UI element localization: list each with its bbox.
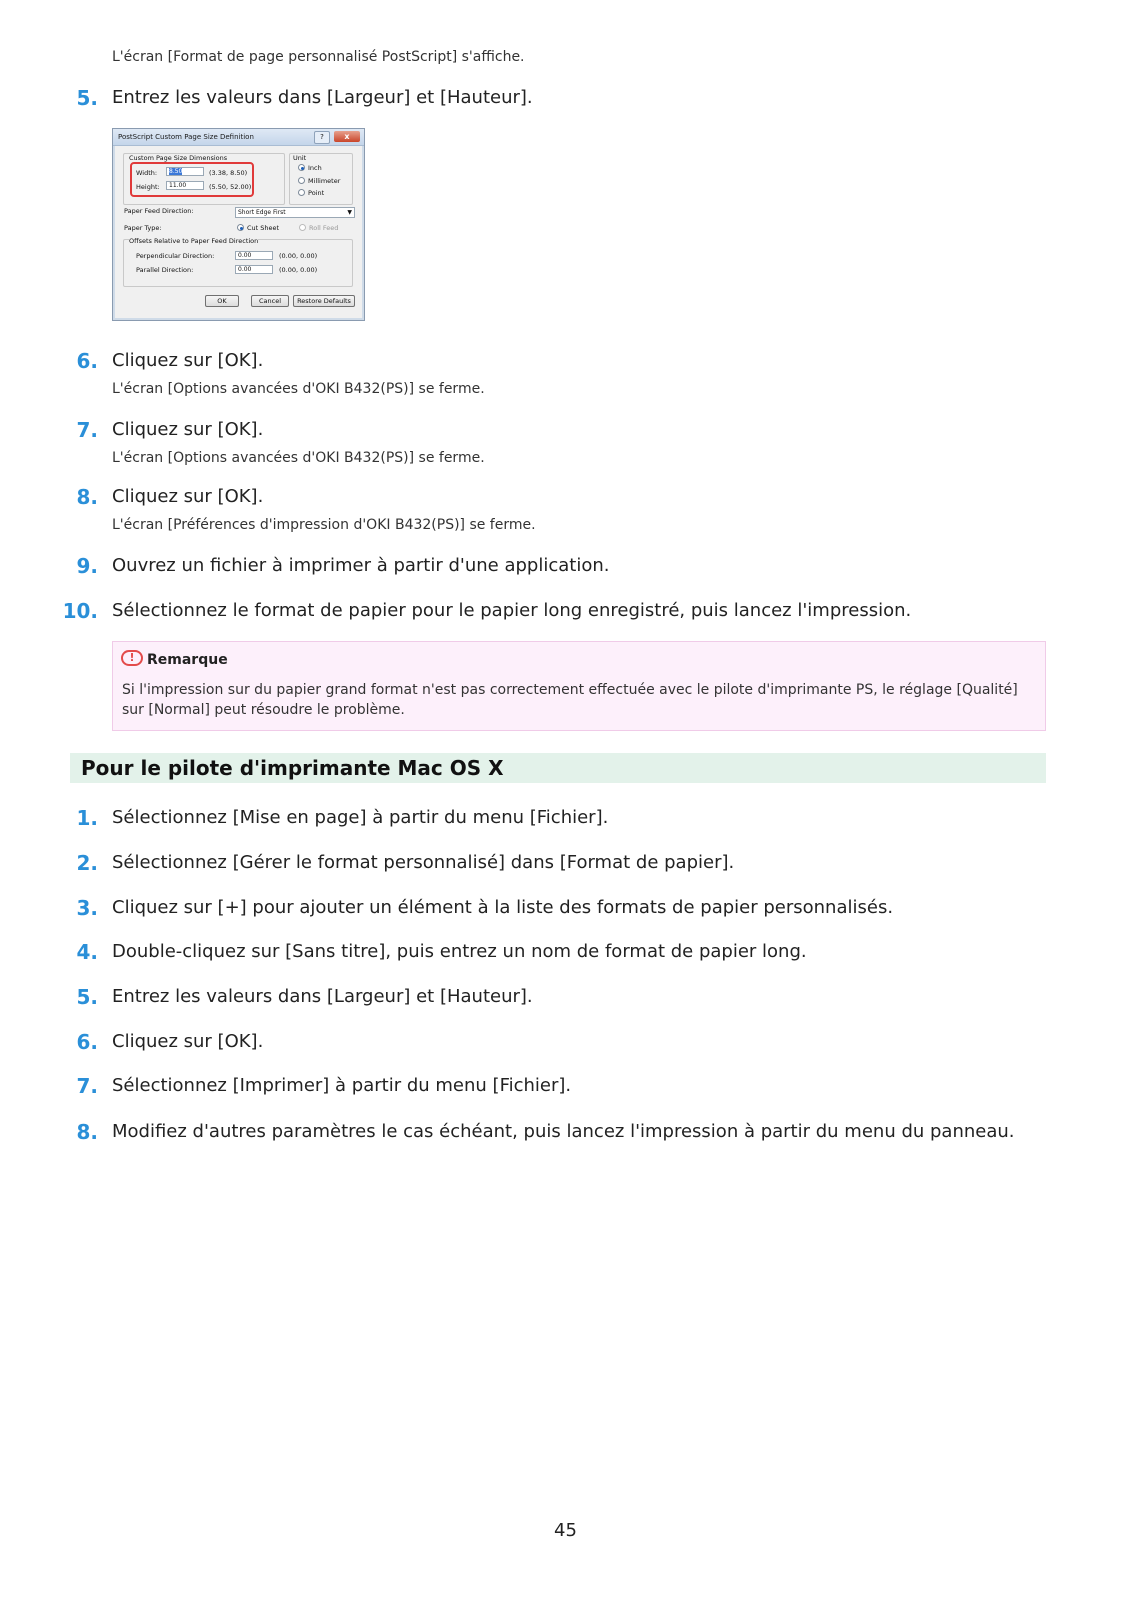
step-5 [60,86,1070,116]
width-range: (3.38, 8.50) [209,169,248,177]
step-number: 7. [76,1074,98,1098]
parallel-label: Parallel Direction: [136,266,194,274]
step-text: Sélectionnez le format de papier pour le papier long enregistré, puis lancez l'impression. [112,600,912,621]
step-7 [60,418,1070,448]
section-heading [70,753,1046,783]
mac-step-6 [60,1030,1070,1060]
note-body: Si l'impression sur du papier grand format n'est pas correctement effectuée avec le pilote d'imprimante PS, le réglage [Qualité] sur [Normal] peut résoudre le problème. [122,682,1018,718]
note-box [112,641,1046,731]
unit-millimeter-label: Millimeter [308,177,341,185]
dimensions-group-label: Custom Page Size Dimensions [129,154,228,162]
step-text: Sélectionnez [Mise en page] à partir du menu [Fichier]. [112,807,609,828]
unit-inch-radio[interactable] [298,164,305,171]
height-input[interactable]: 11.00 [166,181,204,190]
mac-step-3 [60,896,1070,926]
step-number: 8. [76,485,98,509]
restore-defaults-button[interactable]: Restore Defaults [293,295,355,307]
height-label: Height: [136,183,160,191]
unit-millimeter-radio[interactable] [298,177,305,184]
unit-point-radio[interactable] [298,189,305,196]
feed-direction-label: Paper Feed Direction: [124,207,194,215]
cut-sheet-radio[interactable] [237,224,244,231]
mac-step-2 [60,851,1070,881]
step-8-result: L'écran [Préférences d'impression d'OKI B432(PS)] se ferme. [112,517,536,533]
unit-inch-label: Inch [308,164,322,172]
step-text: Modifiez d'autres paramètres le cas échéant, puis lancez l'impression à partir du menu du panneau. [112,1121,1015,1142]
step-9 [60,554,1070,584]
step-number: 9. [76,554,98,578]
warning-icon: ! [121,650,143,666]
perpendicular-input[interactable]: 0.00 [235,251,273,260]
mac-step-5 [60,985,1070,1015]
mac-step-8 [60,1120,1070,1150]
mac-step-1 [60,806,1070,836]
help-button[interactable]: ? [314,131,330,144]
step-number: 5. [76,86,98,110]
step-text: Cliquez sur [OK]. [112,486,264,507]
step-text: Double-cliquez sur [Sans titre], puis entrez un nom de format de papier long. [112,941,807,962]
chevron-down-icon: ▼ [347,209,352,216]
intro-text: L'écran [Format de page personnalisé PostScript] s'affiche. [112,49,525,65]
step-text: Cliquez sur [OK]. [112,419,264,440]
width-input[interactable] [166,167,204,176]
ok-button[interactable]: OK [205,295,239,307]
offsets-group [123,239,353,287]
step-number: 7. [76,418,98,442]
step-number: 10. [62,599,98,623]
step-text: Ouvrez un fichier à imprimer à partir d'une application. [112,555,610,576]
section-title: Pour le pilote d'imprimante Mac OS X [81,756,504,780]
step-text: Cliquez sur [+] pour ajouter un élément à la liste des formats de papier personnalisés. [112,897,894,918]
page-number: 45 [554,1520,577,1541]
cut-sheet-label: Cut Sheet [247,224,280,232]
step-number: 3. [76,896,98,920]
step-number: 6. [76,1030,98,1054]
perpendicular-range: (0.00, 0.00) [279,252,318,260]
offsets-group-label: Offsets Relative to Paper Feed Direction [129,237,259,245]
step-text: Cliquez sur [OK]. [112,350,264,371]
parallel-range: (0.00, 0.00) [279,266,318,274]
close-button[interactable]: x [334,131,360,142]
step-number: 6. [76,349,98,373]
width-value: 8.50 [169,168,183,175]
feed-direction-value: Short Edge First [238,209,286,216]
step-6-result: L'écran [Options avancées d'OKI B432(PS)] se ferme. [112,381,485,397]
perpendicular-label: Perpendicular Direction: [136,252,215,260]
step-8 [60,485,1070,515]
mac-step-7 [60,1074,1070,1104]
step-number: 4. [76,940,98,964]
mac-step-4 [60,940,1070,970]
step-7-result: L'écran [Options avancées d'OKI B432(PS)] se ferme. [112,450,485,466]
note-title: Remarque [147,652,228,668]
height-range: (5.50, 52.00) [209,183,252,191]
step-text: Cliquez sur [OK]. [112,1031,264,1052]
step-6 [60,349,1070,379]
parallel-input[interactable]: 0.00 [235,265,273,274]
custom-page-size-dialog [112,128,365,321]
width-label: Width: [136,169,158,177]
step-text: Sélectionnez [Gérer le format personnalisé] dans [Format de papier]. [112,852,735,873]
step-number: 5. [76,985,98,1009]
roll-feed-radio[interactable] [299,224,306,231]
cancel-button[interactable]: Cancel [251,295,289,307]
feed-direction-select[interactable] [235,207,355,218]
step-number: 1. [76,806,98,830]
step-text: Entrez les valeurs dans [Largeur] et [Hauteur]. [112,87,533,108]
dialog-title: PostScript Custom Page Size Definition [118,133,254,141]
paper-type-label: Paper Type: [124,224,162,232]
step-10 [60,599,1070,629]
step-number: 8. [76,1120,98,1144]
step-text: Entrez les valeurs dans [Largeur] et [Hauteur]. [112,986,533,1007]
unit-group-label: Unit [293,154,307,162]
dialog-titlebar [113,129,364,146]
step-text: Sélectionnez [Imprimer] à partir du menu [Fichier]. [112,1075,572,1096]
unit-point-label: Point [308,189,325,197]
step-number: 2. [76,851,98,875]
roll-feed-label: Roll Feed [309,224,339,232]
